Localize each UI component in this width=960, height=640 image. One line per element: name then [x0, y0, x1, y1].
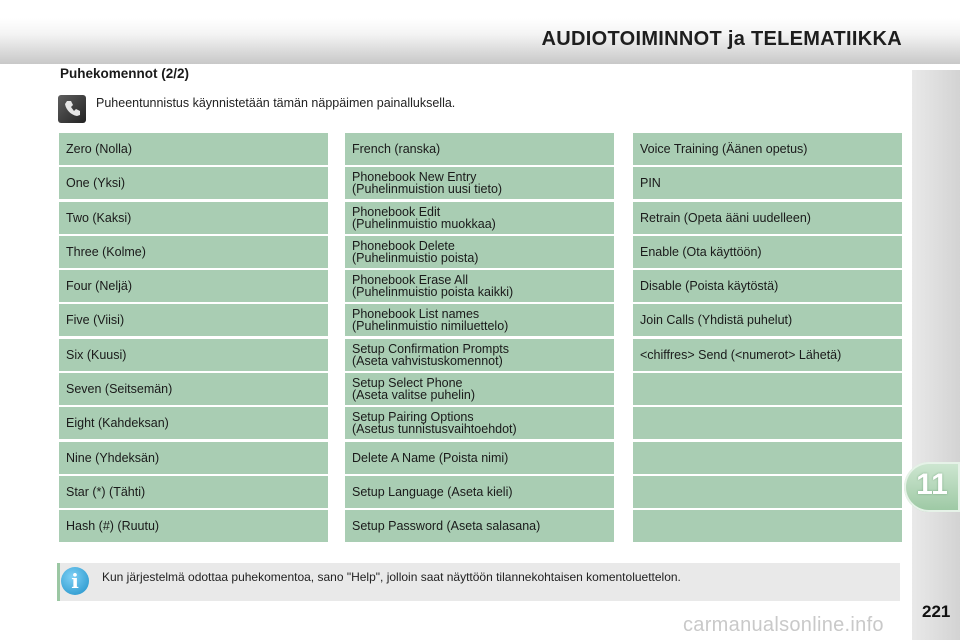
- command-cell: [59, 442, 328, 474]
- command-text: Phonebook Erase All (Puhelinmuistio poista kaikki): [352, 273, 514, 300]
- command-cell: [633, 236, 902, 268]
- command-cell: [59, 133, 328, 165]
- command-text: Phonebook New Entry (Puhelinmuistion uusi tieto): [352, 170, 503, 197]
- command-cell: [59, 339, 328, 371]
- intro-text: Puheentunnistus käynnistetään tämän näppäimen painalluksella.: [96, 96, 456, 110]
- command-text: Setup Confirmation Prompts (Aseta vahvistuskomennot): [352, 341, 510, 368]
- command-cell: [59, 407, 328, 439]
- command-text: Three (Kolme): [66, 244, 146, 259]
- commands-column-1: [59, 133, 328, 545]
- command-cell: [59, 476, 328, 508]
- command-text: One (Yksi): [66, 176, 126, 191]
- command-text: Enable (Ota käyttöön): [640, 244, 762, 259]
- command-text: Hash (#) (Ruutu): [66, 519, 160, 534]
- voice-command-key-icon: [58, 95, 86, 123]
- command-cell: [59, 236, 328, 268]
- info-text: Kun järjestelmä odottaa puhekomentoa, sano "Help", jolloin saat näyttöön tilannekohtaisen komentoluettelon.: [102, 570, 681, 584]
- command-cell: [345, 236, 614, 268]
- command-text: French (ranska): [352, 142, 441, 156]
- command-text: Join Calls (Yhdistä puhelut): [640, 313, 793, 328]
- command-cell: [633, 407, 902, 439]
- command-cell: [633, 510, 902, 542]
- command-cell: [633, 270, 902, 302]
- command-text: Four (Neljä): [66, 279, 132, 294]
- command-cell: [59, 304, 328, 336]
- page-header-title: AUDIOTOIMINNOT ja TELEMATIIKKA: [541, 28, 902, 50]
- command-cell: [633, 167, 902, 199]
- command-cell: [345, 339, 614, 371]
- command-cell: [345, 407, 614, 439]
- command-cell: [345, 202, 614, 234]
- command-text: Two (Kaksi): [66, 210, 132, 225]
- commands-column-3: [633, 133, 902, 545]
- command-cell: [633, 339, 902, 371]
- command-cell: [59, 373, 328, 405]
- command-cell: [633, 373, 902, 405]
- command-text: Setup Language (Aseta kieli): [352, 484, 513, 499]
- command-cell: [633, 476, 902, 508]
- command-cell: [345, 442, 614, 474]
- command-text: Five (Viisi): [66, 313, 125, 328]
- command-cell: [633, 304, 902, 336]
- command-text: Voice Training (Äänen opetus): [640, 142, 808, 156]
- command-text: Delete A Name (Poista nimi): [352, 450, 509, 465]
- section-title: Puhekomennot (2/2): [60, 66, 190, 81]
- commands-column-2: [345, 133, 614, 545]
- right-side-panel: [912, 70, 960, 640]
- command-text: Setup Pairing Options (Asetus tunnistusvaihtoehdot): [352, 410, 517, 437]
- info-box: [57, 563, 900, 601]
- command-cell: [59, 270, 328, 302]
- command-cell: [59, 202, 328, 234]
- chapter-number: 11: [916, 468, 948, 501]
- command-text: Six (Kuusi): [66, 347, 127, 362]
- command-cell: [345, 510, 614, 542]
- watermark-text: carmanualsonline.info: [683, 614, 884, 636]
- command-text: <chiffres> Send (<numerot> Lähetä): [640, 347, 842, 362]
- command-cell: [59, 510, 328, 542]
- command-text: Eight (Kahdeksan): [66, 416, 169, 431]
- command-text: Setup Password (Aseta salasana): [352, 519, 541, 534]
- command-cell: [633, 133, 902, 165]
- command-text: Phonebook List names (Puhelinmuistio nimiluettelo): [352, 307, 509, 334]
- info-icon: i: [61, 567, 89, 595]
- command-cell: [345, 373, 614, 405]
- command-cell: [345, 304, 614, 336]
- command-cell: [633, 442, 902, 474]
- command-cell: [345, 167, 614, 199]
- command-cell: [345, 133, 614, 165]
- command-text: PIN: [640, 176, 661, 191]
- chapter-tab: [904, 462, 960, 512]
- command-text: Seven (Seitsemän): [66, 382, 173, 397]
- page-number: 221: [922, 602, 951, 621]
- command-text: Setup Select Phone (Aseta valitse puhelin): [352, 376, 475, 403]
- command-text: Phonebook Edit (Puhelinmuistio muokkaa): [352, 204, 496, 231]
- command-text: Zero (Nolla): [66, 142, 132, 156]
- command-cell: [345, 270, 614, 302]
- command-cell: [345, 476, 614, 508]
- command-cell: [59, 167, 328, 199]
- command-text: Star (*) (Tähti): [66, 484, 146, 499]
- command-cell: [633, 202, 902, 234]
- command-text: Disable (Poista käytöstä): [640, 279, 779, 294]
- command-text: Phonebook Delete (Puhelinmuistio poista): [352, 238, 479, 265]
- command-text: Retrain (Opeta ääni uudelleen): [640, 210, 811, 225]
- command-text: Nine (Yhdeksän): [66, 450, 160, 465]
